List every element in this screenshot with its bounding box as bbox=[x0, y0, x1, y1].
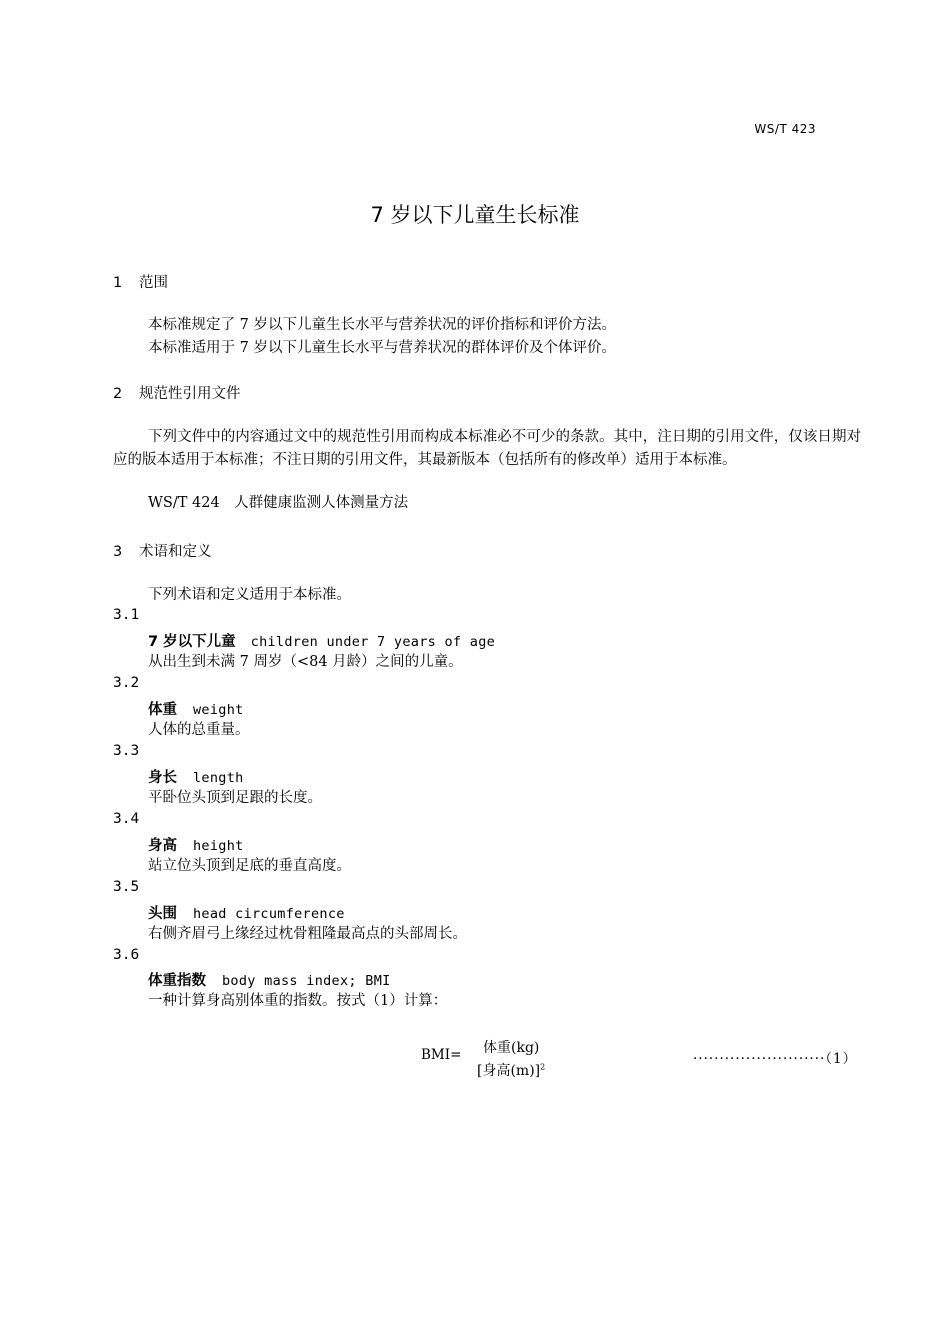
formula-number bbox=[693, 1047, 857, 1067]
term-en: body mass index; BMI bbox=[222, 973, 391, 989]
section-1-title: 范围 bbox=[139, 275, 168, 291]
term-heading bbox=[148, 902, 345, 923]
formula-leader-dots: ························· bbox=[693, 1051, 826, 1067]
section-2-paragraph-1: 下列文件中的内容通过文中的规范性引用而构成本标准必不可少的条款。其中，注日期的引用文件，仅该日期对应的版本适用于本标准；不注日期的引用文件，其最新版本（包括所有的修改单）适用于本标准。 bbox=[113, 429, 861, 468]
term-number: 3.1 bbox=[113, 607, 140, 623]
term-definition: 从出生到未满 7 周岁（<84 月龄）之间的儿童。 bbox=[148, 654, 463, 670]
term-heading bbox=[148, 834, 244, 855]
formula-denominator-text: [身高(m)] bbox=[477, 1063, 541, 1079]
section-2-title: 规范性引用文件 bbox=[139, 386, 241, 402]
term-en: weight bbox=[193, 702, 244, 718]
section-1-paragraph-1: 本标准规定了 7 岁以下儿童生长水平与营养状况的评价指标和评价方法。 bbox=[148, 317, 616, 333]
term-heading bbox=[148, 969, 391, 990]
term-number: 3.2 bbox=[113, 675, 140, 691]
formula-lhs: BMI= bbox=[421, 1047, 462, 1063]
section-3-number: 3 bbox=[113, 544, 123, 560]
section-1-number: 1 bbox=[113, 275, 123, 291]
formula-label: （1） bbox=[825, 1051, 858, 1067]
term-number: 3.3 bbox=[113, 743, 140, 759]
term-definition: 一种计算身高别体重的指数。按式（1）计算： bbox=[148, 993, 448, 1009]
term-heading bbox=[148, 766, 244, 787]
term-zh: 体重 bbox=[148, 702, 177, 718]
formula-numerator: 体重(kg) bbox=[483, 1040, 540, 1056]
term-en: children under 7 years of age bbox=[250, 634, 496, 650]
section-2-number: 2 bbox=[113, 386, 123, 402]
term-zh: 头围 bbox=[148, 906, 177, 922]
section-2-heading bbox=[113, 382, 241, 403]
term-heading bbox=[148, 630, 495, 651]
term-definition: 右侧齐眉弓上缘经过枕骨粗隆最高点的头部周长。 bbox=[148, 926, 467, 942]
term-zh: 7 岁以下儿童 bbox=[148, 634, 236, 650]
section-1-paragraph-2: 本标准适用于 7 岁以下儿童生长水平与营养状况的群体评价及个体评价。 bbox=[148, 340, 616, 356]
formula-denominator bbox=[477, 1060, 545, 1080]
term-en: height bbox=[193, 838, 244, 854]
term-definition: 平卧位头顶到足跟的长度。 bbox=[148, 790, 322, 806]
section-1-heading bbox=[113, 271, 168, 292]
term-zh: 身高 bbox=[148, 838, 177, 854]
document-title: 7 岁以下儿童生长标准 bbox=[370, 203, 580, 227]
normative-reference: WS/T 424 人群健康监测人体测量方法 bbox=[148, 495, 409, 511]
term-definition: 人体的总重量。 bbox=[148, 722, 250, 738]
term-heading bbox=[148, 698, 244, 719]
term-number: 3.4 bbox=[113, 811, 140, 827]
standard-code-header: WS/T 423 bbox=[754, 122, 816, 136]
term-zh: 身长 bbox=[148, 770, 177, 786]
term-en: head circumference bbox=[193, 906, 345, 922]
term-zh: 体重指数 bbox=[148, 973, 206, 989]
section-3-intro: 下列术语和定义适用于本标准。 bbox=[148, 587, 351, 603]
section-3-heading bbox=[113, 540, 212, 561]
formula-exponent: 2 bbox=[540, 1062, 546, 1072]
term-definition: 站立位头顶到足底的垂直高度。 bbox=[148, 858, 351, 874]
section-3-title: 术语和定义 bbox=[139, 544, 212, 560]
term-number: 3.6 bbox=[113, 947, 140, 963]
term-en: length bbox=[193, 770, 244, 786]
term-number: 3.5 bbox=[113, 879, 140, 895]
